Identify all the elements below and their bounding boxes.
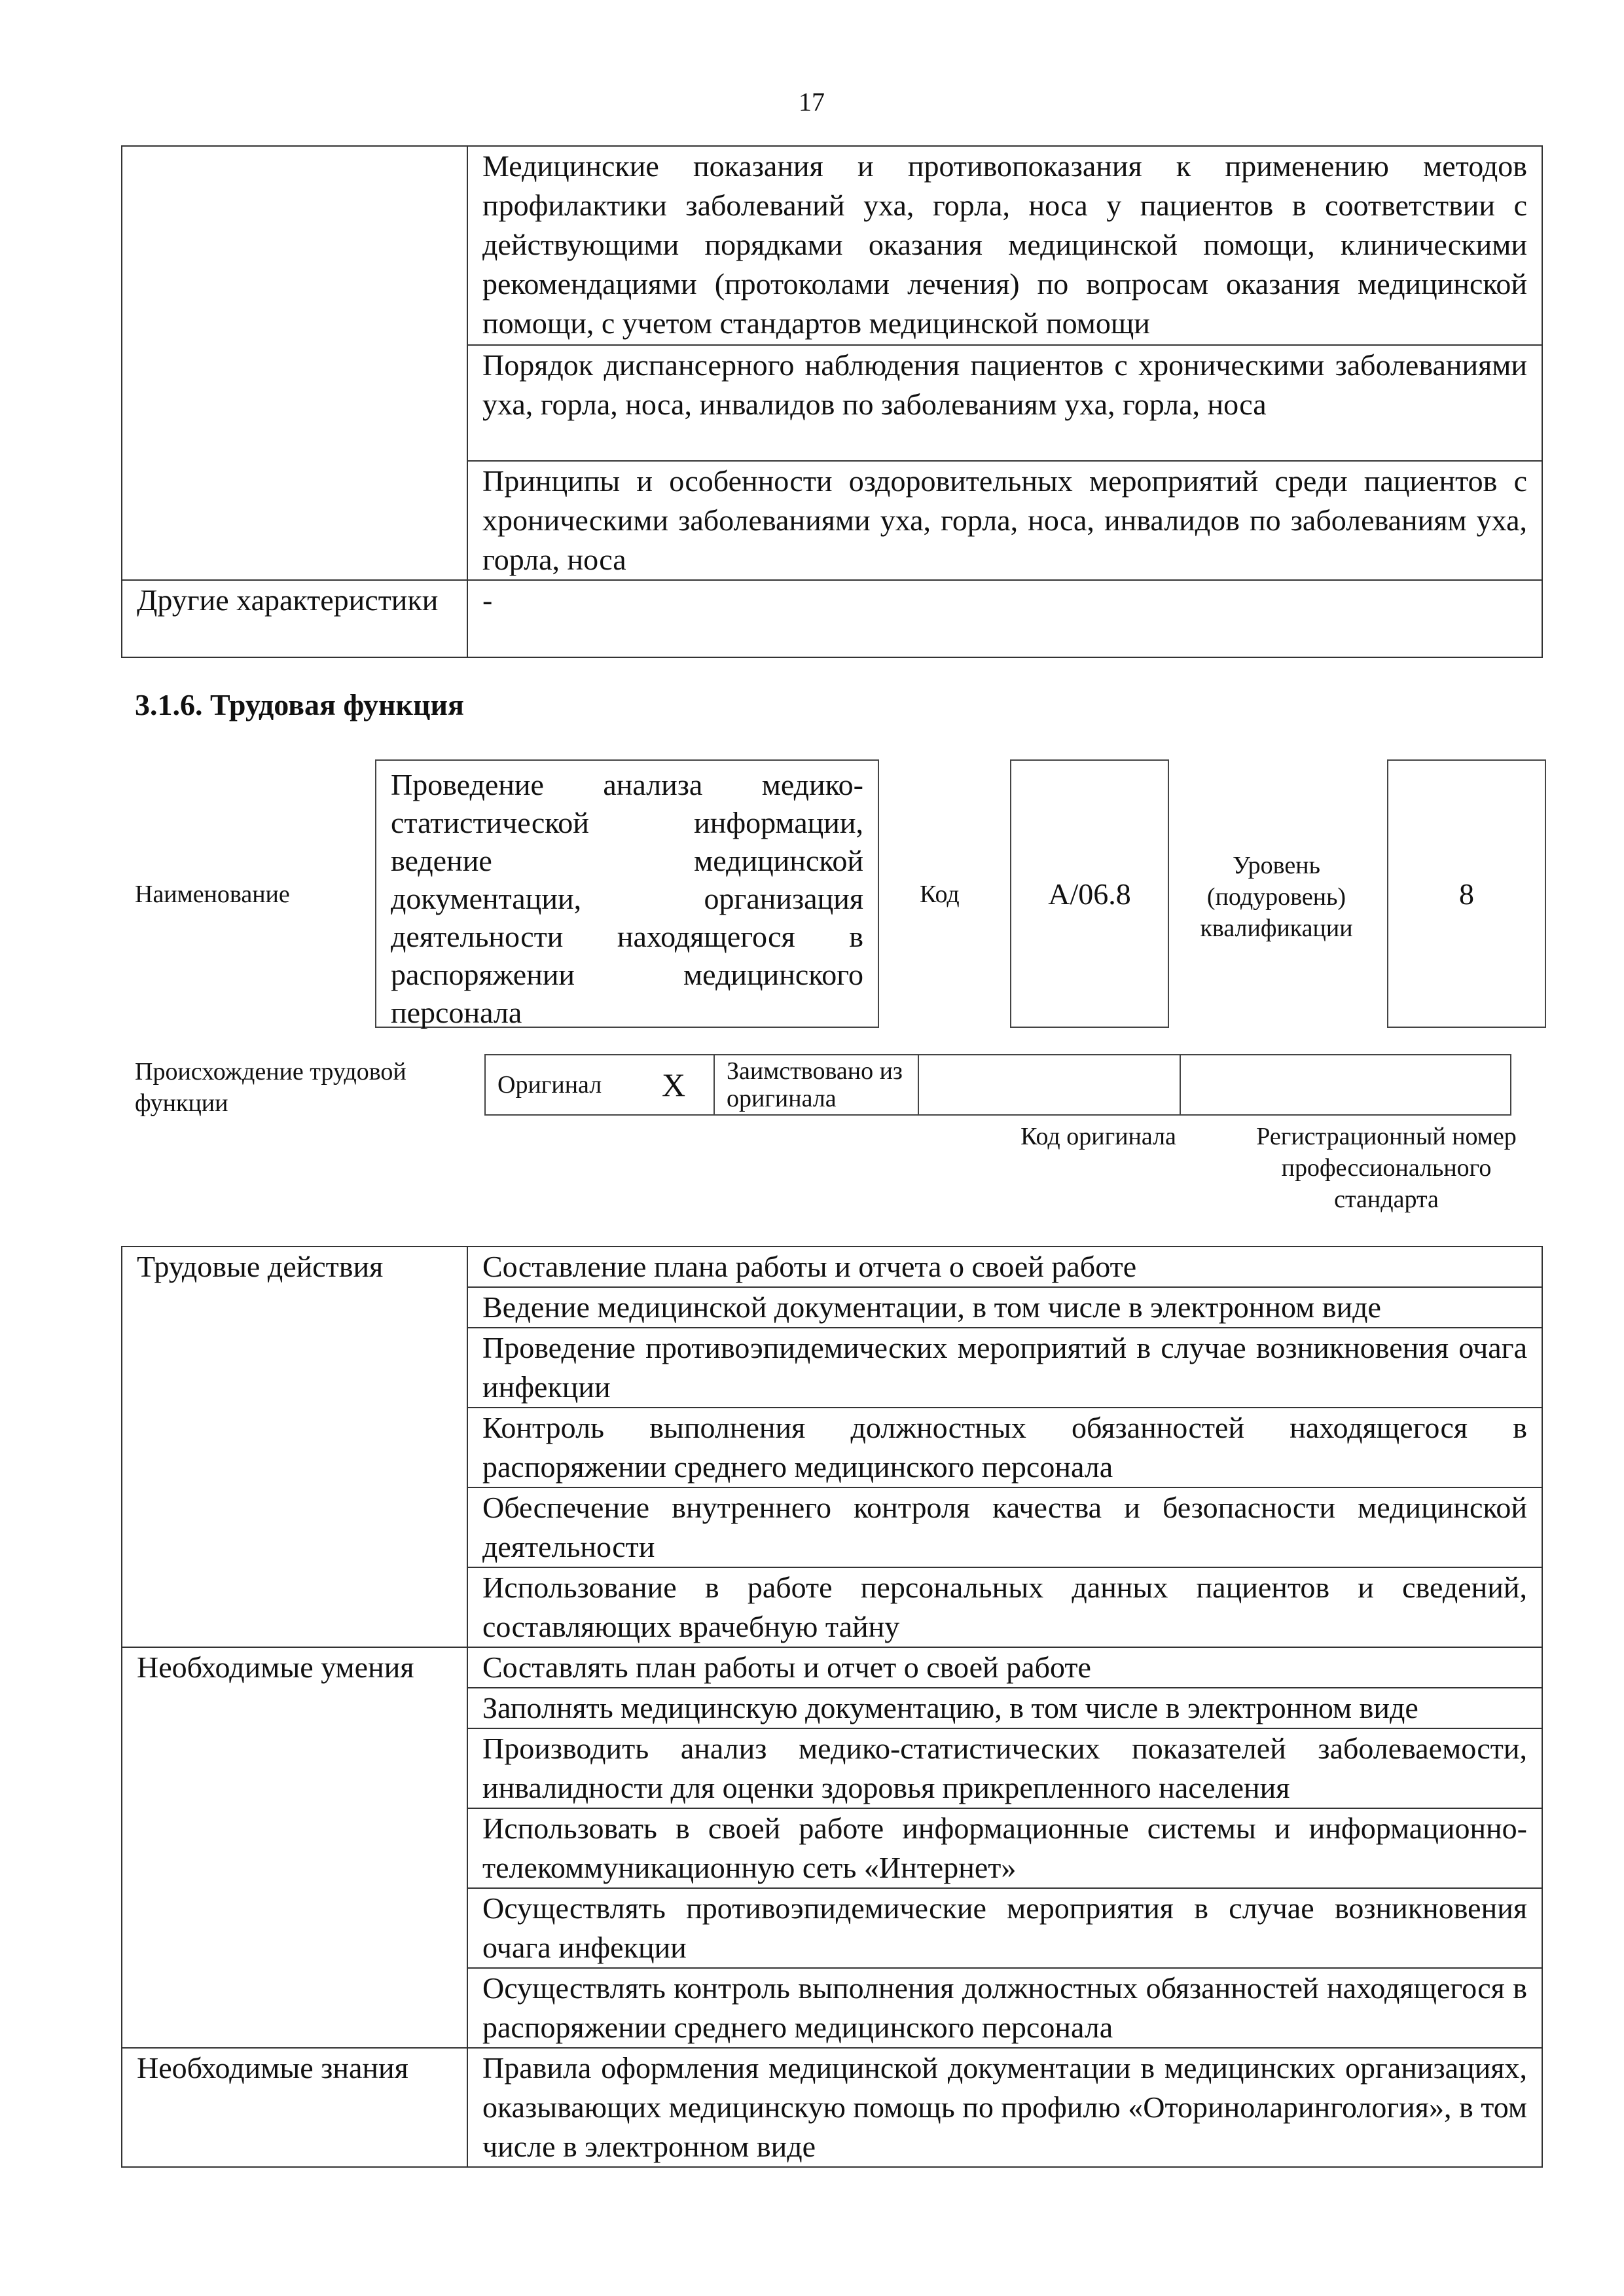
table-cell-text: Обеспечение внутреннего контроля качества и безопасности медицинской деятельности	[467, 1487, 1542, 1567]
table-cell-text: Заполнять медицинскую документацию, в том числе в электронном виде	[467, 1688, 1542, 1728]
page-number: 17	[799, 87, 825, 117]
code-label: Код	[920, 881, 960, 908]
table-cell-text: Производить анализ медико-статистических показателей заболеваемости, инвалидности для оценки здоровья прикрепленного населения	[467, 1728, 1542, 1808]
origin-code-caption: Код оригинала	[1020, 1123, 1176, 1150]
table-row	[122, 2048, 1542, 2167]
origin-reg-cell	[1180, 1055, 1511, 1115]
function-name-text: Проведение анализа медико-статистической информации, ведение медицинской документации, организация деятельности находящегося в распоряжении медицинского	[391, 768, 863, 991]
table-row	[485, 1055, 1511, 1115]
table-row	[122, 1647, 1542, 1688]
section-heading: 3.1.6. Трудовая функция	[135, 688, 464, 721]
main-table	[121, 1246, 1543, 2168]
group-label: Необходимые умения	[122, 1647, 467, 2048]
level-value: 8	[1459, 877, 1474, 911]
table-cell-text: Принципы и особенности оздоровительных мероприятий среди пациентов с хроническими заболеваниями уха, горла, носа, инвалидов по заболеваниям уха, горла, носа	[467, 461, 1542, 580]
origin-table	[484, 1054, 1511, 1116]
table-cell-label	[122, 146, 467, 345]
table-cell-text: Ведение медицинской документации, в том числе в электронном виде	[467, 1287, 1542, 1328]
group-label: Трудовые действия	[122, 1247, 467, 1647]
table-cell-text: Осуществлять противоэпидемические мероприятия в случае возникновения очага инфекции	[467, 1888, 1542, 1968]
table-row	[122, 146, 1542, 345]
level-box	[1387, 759, 1546, 1028]
table-cell-label: Другие характеристики	[122, 580, 467, 657]
top-table	[121, 145, 1543, 658]
table-cell-text: Проведение противоэпидемических мероприятий в случае возникновения очага инфекции	[467, 1328, 1542, 1408]
table-cell-text: Контроль выполнения должностных обязанностей находящегося в распоряжении среднего медицинского персонала	[467, 1408, 1542, 1487]
table-cell-label	[122, 461, 467, 580]
table-cell-label	[122, 345, 467, 461]
table-cell-text: Правила оформления медицинской документации в медицинских организациях, оказывающих медицинскую помощь по профилю «Оториноларингология», в том числе в электронном виде	[467, 2048, 1542, 2167]
table-cell-text: Использование в работе персональных данных пациентов и сведений, составляющих врачебную тайну	[467, 1567, 1542, 1647]
origin-mark: X	[662, 1055, 714, 1115]
table-cell-text: Составление плана работы и отчета о своей работе	[467, 1247, 1542, 1287]
level-label: Уровень (подуровень) квалификации	[1200, 852, 1353, 942]
table-cell-text: Медицинские показания и противопоказания к применению методов профилактики заболеваний уха, горла, носа у пациентов в соответствии с действующими порядками оказания медицинской помощи, клиническими рекомендациями (протоколами лечения) по вопросам оказания медицинской помощи, с учетом стандартов медицинской помощи	[467, 146, 1542, 345]
table-row	[122, 580, 1542, 657]
table-row	[122, 461, 1542, 580]
origin-borrowed: Заимствовано из оригинала	[714, 1055, 918, 1115]
code-value: A/06.8	[1048, 877, 1131, 911]
table-cell-text: Составлять план работы и отчет о своей работе	[467, 1647, 1542, 1688]
name-label: Наименование	[135, 881, 290, 908]
group-label: Необходимые знания	[122, 2048, 467, 2167]
table-cell-text: Использовать в своей работе информационные системы и информационно-телекоммуникационную сеть «Интернет»	[467, 1808, 1542, 1888]
table-cell-text: -	[467, 580, 1542, 657]
function-name-text-last: персонала	[391, 996, 522, 1029]
table-cell-text: Порядок диспансерного наблюдения пациентов с хроническими заболеваниями уха, горла, носа, инвалидов по заболеваниям уха, горла, носа	[467, 345, 1542, 461]
function-name-box	[375, 759, 879, 1028]
table-row	[122, 345, 1542, 461]
origin-label: Происхождение трудовой функции	[135, 1058, 406, 1117]
table-cell-text: Осуществлять контроль выполнения должностных обязанностей находящегося в распоряжении среднего медицинского персонала	[467, 1968, 1542, 2048]
origin-original: Оригинал	[485, 1055, 662, 1115]
table-row	[122, 1247, 1542, 1287]
origin-code-cell	[918, 1055, 1180, 1115]
code-box	[1010, 759, 1169, 1028]
origin-reg-caption: Регистрационный номер профессионального стандарта	[1256, 1123, 1517, 1213]
